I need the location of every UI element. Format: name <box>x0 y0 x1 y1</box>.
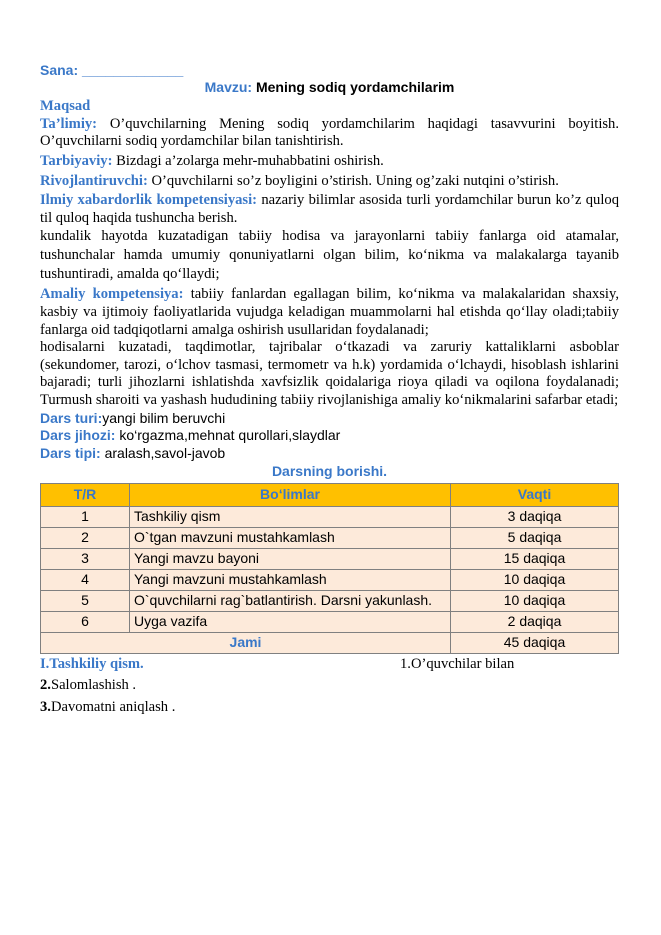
lesson-kind <box>40 445 619 463</box>
lesson-plan-page <box>40 62 619 717</box>
column-header-time: Vaqti <box>451 483 619 506</box>
row-section: Uyga vazifa <box>130 611 451 632</box>
table-row <box>41 548 619 569</box>
lesson-kind-label: Dars tipi: <box>40 444 101 461</box>
lesson-type-label: Dars turi: <box>40 409 103 426</box>
row-section: Yangi mavzuni mustahkamlash <box>130 569 451 590</box>
row-time: 10 daqiqa <box>451 569 619 590</box>
practical-text-2: hodisalarni kuzatadi, taqdimotlar, tajribalar o‘tkazadi va zaruriy kattaliklarni asboblar (sekundomer, tarozi, o‘lchov tasmasi, termometr va h.k) yordamida o‘lchaydi, hisoblash ishlarini bajaradi; turli jihozlarni ishlatishda xavfsizlik qoidalariga rioya qiladi va oqilona foydalanadi; Turmush sharoiti va yashash hududining tabiiy rivojlanishiga amaliy ko‘nikmalarini safarbar etadi; <box>40 339 619 408</box>
org-part-item-3-text: Davomatni aniqlash . <box>50 699 176 716</box>
org-part-item-2 <box>40 677 619 695</box>
row-time: 10 daqiqa <box>451 590 619 611</box>
upbringing-text: Bizdagi a’zolarga mehr-muhabbatini oshirish. <box>116 152 384 169</box>
practical-competence <box>40 286 619 339</box>
lesson-equipment <box>40 427 619 445</box>
table-row <box>41 527 619 548</box>
org-part-heading: I.Tashkiliy qism. <box>40 655 144 672</box>
org-part-item-1-number: 1. <box>400 655 411 672</box>
topic-line <box>40 79 619 97</box>
development-label: Rivojlantiruvchi: <box>40 172 148 189</box>
org-part-line <box>40 656 619 674</box>
table-row <box>41 506 619 527</box>
scientific-competence <box>40 192 619 227</box>
org-part-item-2-text: Salomlashish . <box>50 677 137 694</box>
upbringing-goal <box>40 153 619 171</box>
row-section: Yangi mavzu bayoni <box>130 548 451 569</box>
row-number: 3 <box>41 548 130 569</box>
row-number: 2 <box>41 527 130 548</box>
total-value: 45 daqiqa <box>451 632 619 653</box>
upbringing-label: Tarbiyaviy: <box>40 152 113 169</box>
lesson-equipment-value: ko‘rgazma,mehnat qurollari,slaydlar <box>119 427 341 444</box>
scientific-label: Ilmiy xabardorlik kompetensiyasi: <box>40 192 258 209</box>
column-header-section: Bo‘limlar <box>130 483 451 506</box>
org-part-item-3-number: 3. <box>40 699 51 716</box>
org-part-item-2-number: 2. <box>40 677 51 694</box>
row-time: 15 daqiqa <box>451 548 619 569</box>
education-goal <box>40 116 619 151</box>
topic-value: Mening sodiq yordamchilarim <box>255 78 455 95</box>
schedule-heading: Darsning borishi. <box>271 463 388 480</box>
topic-label: Mavzu: <box>204 78 253 95</box>
table-row <box>41 590 619 611</box>
row-time: 3 daqiqa <box>451 506 619 527</box>
table-row <box>41 569 619 590</box>
column-header-number: T/R <box>41 483 130 506</box>
row-number: 4 <box>41 569 130 590</box>
row-number: 5 <box>41 590 130 611</box>
total-label: Jami <box>41 632 451 653</box>
practical-label: Amaliy kompetensiya: <box>40 286 184 303</box>
education-label: Ta’limiy: <box>40 115 98 132</box>
schedule-header-row <box>41 483 619 506</box>
row-section: O`tgan mavzuni mustahkamlash <box>130 527 451 548</box>
row-number: 6 <box>41 611 130 632</box>
row-time: 2 daqiqa <box>451 611 619 632</box>
scientific-text-2: kundalik hayotda kuzatadigan tabiiy hodisa va jarayonlarni tabiiy fanlarga oid atamalar, tushunchalar hamda umumiy qonuniyatlarni olgan bilim, ko‘nikma va malakalarga tayanib tushuntiradi, amalda qo‘llaydi; <box>40 228 619 283</box>
schedule-table <box>40 483 619 654</box>
lesson-type-value: yangi bilim beruvchi <box>102 409 226 426</box>
row-section: Tashkiliy qism <box>130 506 451 527</box>
org-part-item-1 <box>400 656 619 674</box>
scientific-text: nazariy bilimlar asosida turli yordamchilar burun ko’z quloq til quloq haqida tushuncha berish. <box>40 192 619 226</box>
org-part-item-1-text: O’quvchilar bilan <box>410 655 515 672</box>
total-row <box>41 632 619 653</box>
education-text: O’quvchilarning Mening sodiq yordamchilarim haqidagi tasavvurini boyitish. O’quvchilarni sodiq yordamchilar bilan tanishtirish. <box>40 115 619 150</box>
org-part-item-3 <box>40 699 619 717</box>
row-time: 5 daqiqa <box>451 527 619 548</box>
lesson-type <box>40 410 619 428</box>
lesson-kind-value: aralash,savol-javob <box>104 444 226 461</box>
development-text: O’quvchilarni so’z boyligini o’stirish. Uning og’zaki nutqini o’stirish. <box>151 172 559 189</box>
practical-text: tabiiy fanlardan egallagan bilim, ko‘nikma va malakalaridan shaxsiy, kasbiy va ijtimoiy faoliyatlarida vujudga keladigan muammolarni hal etishda qo‘llay oladi;tabiiy fanlarga oid tadqiqotlarni amalga oshirish usullaridan foydalanadi; <box>40 286 619 338</box>
table-row <box>41 611 619 632</box>
development-goal <box>40 173 619 191</box>
row-section: O`quvchilarni rag`batlantirish. Darsni yakunlash. <box>130 590 451 611</box>
row-number: 1 <box>41 506 130 527</box>
goals-heading: Maqsad <box>40 98 91 115</box>
date-line: Sana: _____________ <box>40 62 184 78</box>
lesson-equipment-label: Dars jihozi: <box>40 427 116 444</box>
